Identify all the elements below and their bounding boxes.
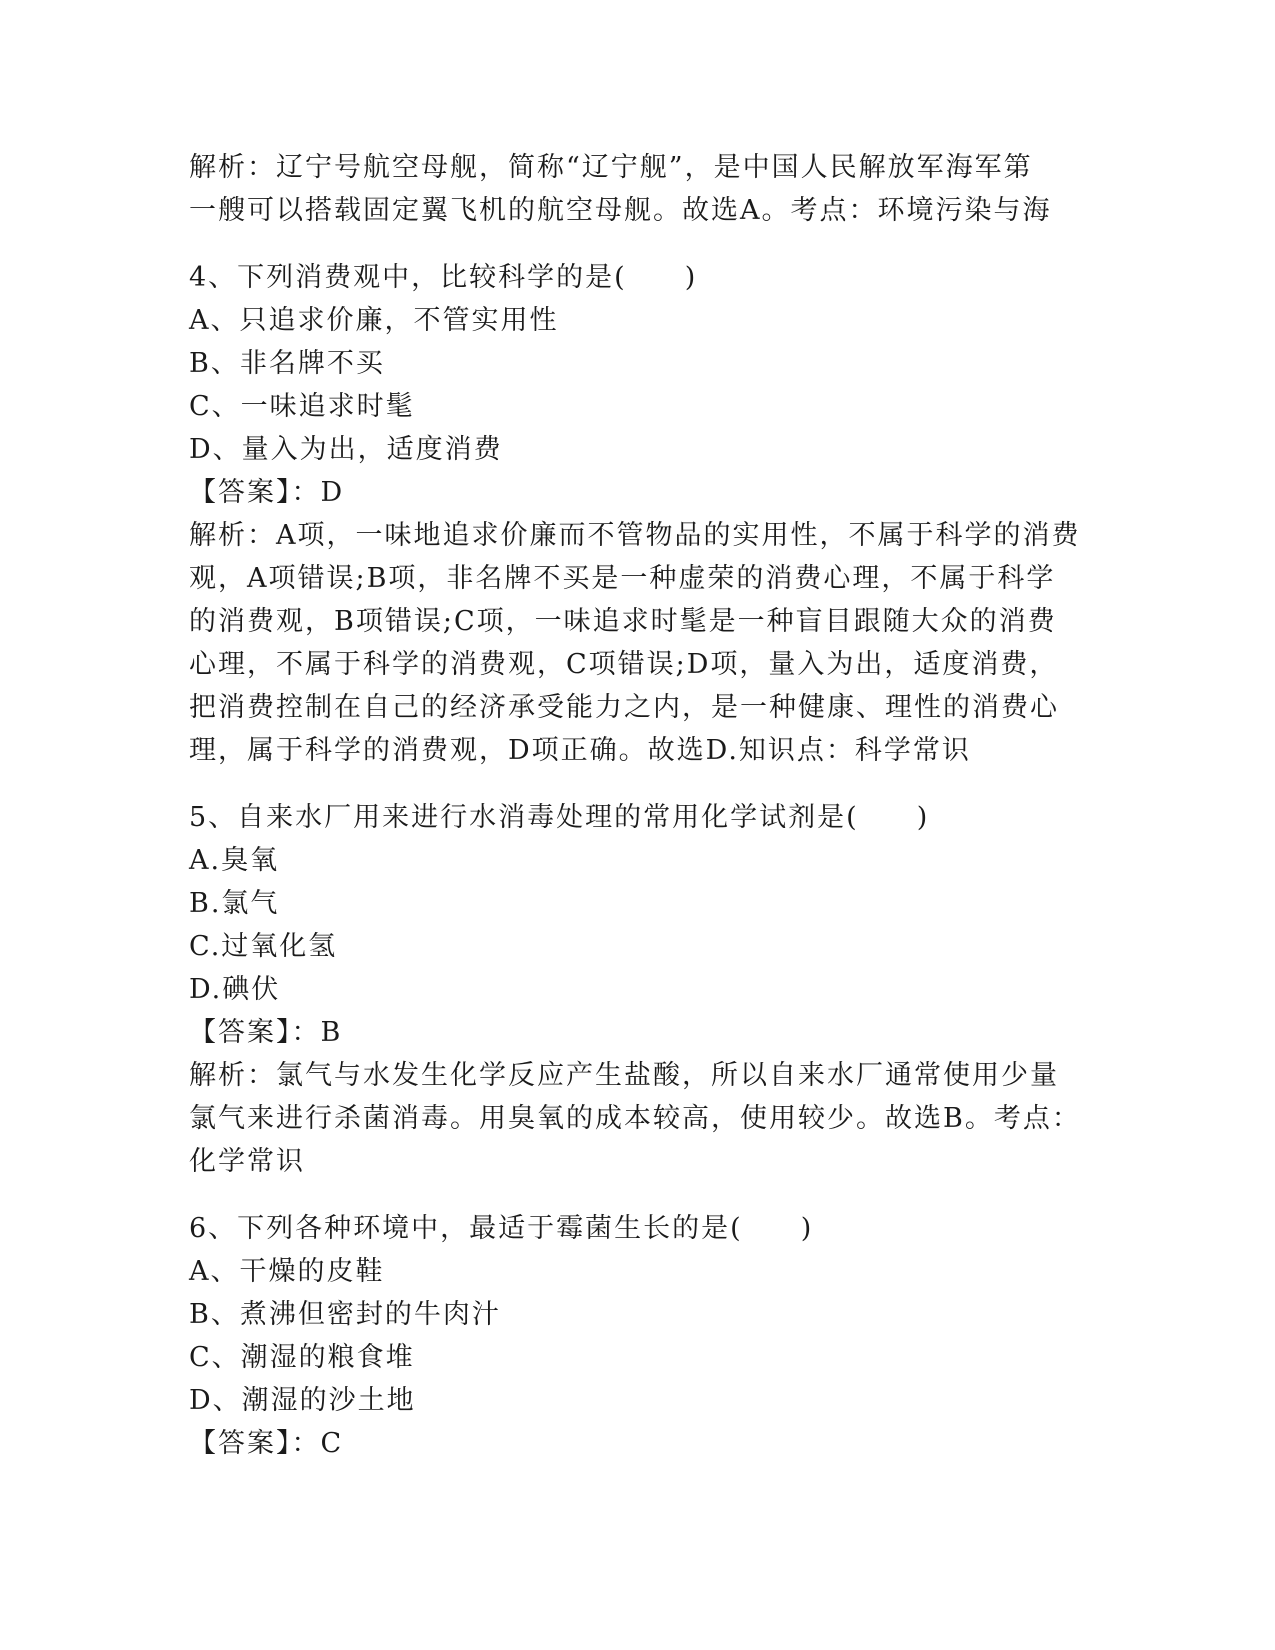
analysis-line: 一艘可以搭载固定翼飞机的航空母舰。故选A。考点：环境污染与海 bbox=[189, 195, 1052, 226]
spacer bbox=[189, 1183, 1089, 1207]
question-text: 5、自来水厂用来进行水消毒处理的常用化学试剂是( ) bbox=[189, 802, 930, 833]
option-c: C.过氧化氢 bbox=[189, 931, 338, 962]
answer: 【答案】：C bbox=[189, 1428, 344, 1459]
question-4 bbox=[189, 256, 1089, 772]
option-d: D、量入为出，适度消费 bbox=[189, 434, 503, 465]
spacer bbox=[189, 772, 1089, 796]
option-d: D.碘伏 bbox=[189, 974, 281, 1005]
analysis-line: 氯气来进行杀菌消毒。用臭氧的成本较高，使用较少。故选B。考点： bbox=[189, 1103, 1081, 1134]
question-text: 6、下列各种环境中，最适于霉菌生长的是( ) bbox=[189, 1213, 814, 1244]
analysis-line: 解析：辽宁号航空母舰，简称“辽宁舰”，是中国人民解放军海军第 bbox=[189, 152, 1033, 183]
question-text: 4、下列消费观中，比较科学的是( ) bbox=[189, 262, 698, 293]
question-6 bbox=[189, 1207, 1089, 1465]
analysis-line: 心理，不属于科学的消费观，C项错误;D项，量入为出，适度消费， bbox=[189, 649, 1059, 680]
analysis-line: 的消费观，B项错误;C项，一味追求时髦是一种盲目跟随大众的消费 bbox=[189, 606, 1057, 637]
option-b: B.氯气 bbox=[189, 888, 280, 919]
analysis-line: 理，属于科学的消费观，D项正确。故选D.知识点：科学常识 bbox=[189, 735, 971, 766]
analysis-line: 化学常识 bbox=[189, 1146, 305, 1177]
option-b: B、煮沸但密封的牛肉汁 bbox=[189, 1299, 501, 1330]
q3-analysis bbox=[189, 146, 1089, 232]
option-a: A.臭氧 bbox=[189, 845, 280, 876]
analysis-line: 解析：A项，一味地追求价廉而不管物品的实用性，不属于科学的消费 bbox=[189, 520, 1081, 551]
option-c: C、潮湿的粮食堆 bbox=[189, 1342, 415, 1373]
option-b: B、非名牌不买 bbox=[189, 348, 385, 379]
option-a: A、干燥的皮鞋 bbox=[189, 1256, 385, 1287]
option-d: D、潮湿的沙土地 bbox=[189, 1385, 416, 1416]
analysis-line: 观，A项错误;B项，非名牌不买是一种虚荣的消费心理，不属于科学 bbox=[189, 563, 1056, 594]
spacer bbox=[189, 232, 1089, 256]
analysis-line: 把消费控制在自己的经济承受能力之内，是一种健康、理性的消费心 bbox=[189, 692, 1059, 723]
answer: 【答案】：D bbox=[189, 477, 345, 508]
analysis-line: 解析：氯气与水发生化学反应产生盐酸，所以自来水厂通常使用少量 bbox=[189, 1060, 1059, 1091]
question-5 bbox=[189, 796, 1089, 1183]
option-a: A、只追求价廉，不管实用性 bbox=[189, 305, 559, 336]
answer: 【答案】：B bbox=[189, 1017, 343, 1048]
option-c: C、一味追求时髦 bbox=[189, 391, 415, 422]
document-body bbox=[189, 146, 1089, 1465]
